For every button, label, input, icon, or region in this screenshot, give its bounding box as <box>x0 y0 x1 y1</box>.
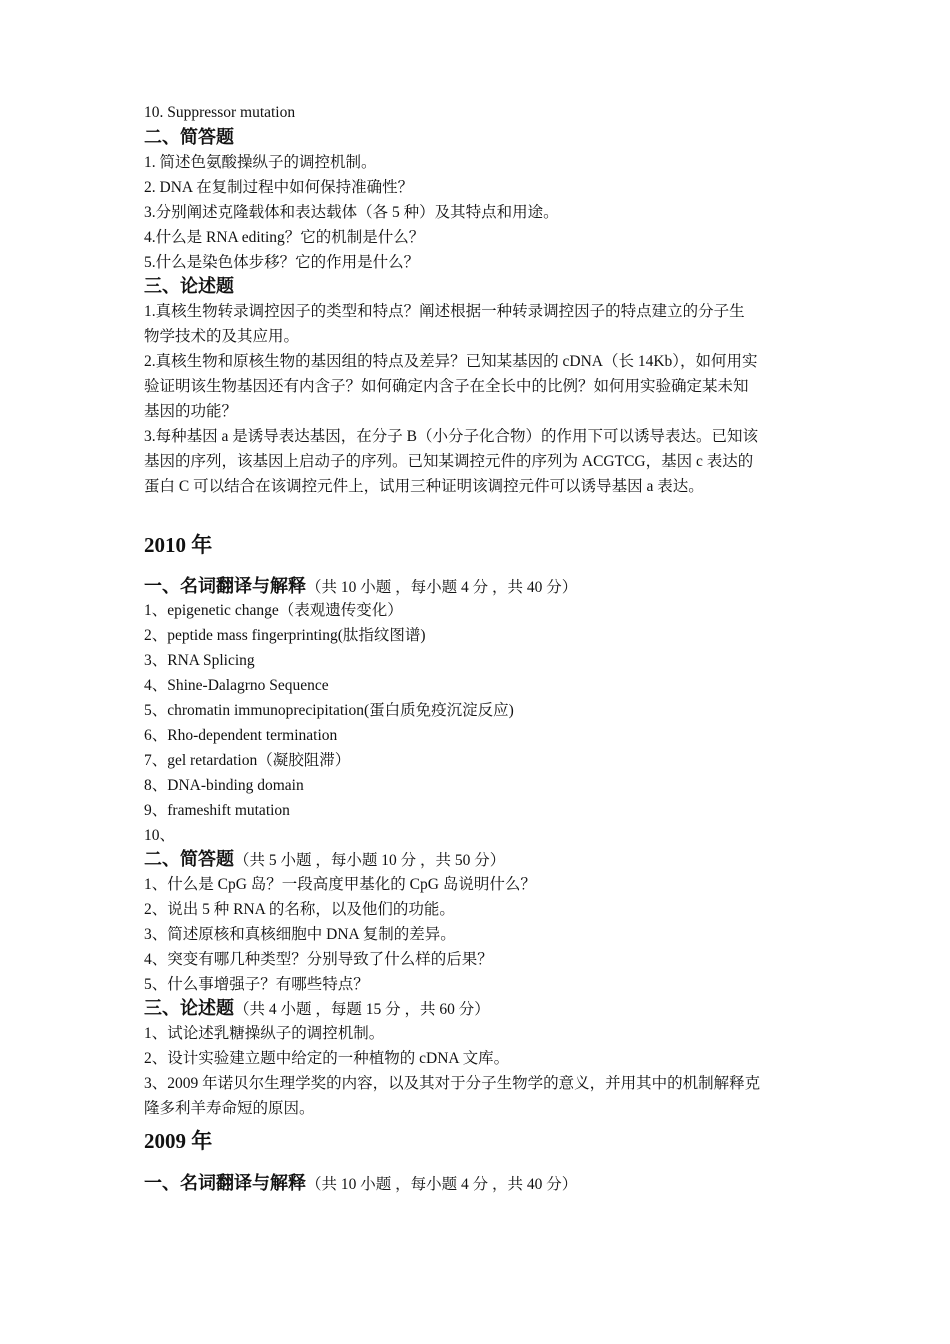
year-2010-heading: 2010 年 <box>144 533 213 557</box>
prev-essay-1-line-1: 1.真核生物转录调控因子的类型和特点？阐述根据一种转录调控因子的特点建立的分子生 <box>144 303 745 320</box>
y2010-essay-1: 1、试论述乳糖操纵子的调控机制。 <box>144 1025 385 1042</box>
y2010-essay-3-line-2: 隆多利羊寿命短的原因。 <box>144 1100 315 1117</box>
year-2009-heading: 2009 年 <box>144 1129 213 1153</box>
prev-essay-2-line-2: 验证明该生物基因还有内含子？如何确定内含子在全长中的比例？如何用实验确定某未知 <box>144 378 749 395</box>
prev-short-answer-5: 5.什么是染色体步移？它的作用是什么？ <box>144 254 420 271</box>
y2010-term-5: 5、chromatin immunoprecipitation(蛋白质免疫沉淀反应) <box>144 702 514 719</box>
y2010-section-essay-title <box>144 997 814 1021</box>
prev-section-short-answer-title: 二、简答题 <box>144 127 234 147</box>
prev-essay-3-line-2: 基因的序列，该基因上启动子的序列。已知某调控元件的序列为 ACGTCG，基因 c 表达的 <box>144 453 754 470</box>
y2010-term-3: 3、RNA Splicing <box>144 652 255 669</box>
y2010-short-answer-5: 5、什么事增强子？有哪些特点？ <box>144 976 369 993</box>
y2010-term-6: 6、Rho-dependent termination <box>144 727 338 744</box>
y2010-section-short-answer-label: 二、简答题 <box>144 849 234 869</box>
y2010-short-answer-1: 1、什么是 CpG 岛？一段高度甲基化的 CpG 岛说明什么？ <box>144 876 536 893</box>
y2009-section-terms-title <box>144 1172 814 1196</box>
y2010-term-1: 1、epigenetic change（表观遗传变化） <box>144 602 403 619</box>
y2010-essay-2: 2、设计实验建立题中给定的一种植物的 cDNA 文库。 <box>144 1050 510 1067</box>
prev-short-answer-1: 1. 简述色氨酸操纵子的调控机制。 <box>144 154 377 171</box>
y2010-section-short-answer-title <box>144 848 814 872</box>
y2010-term-2: 2、peptide mass fingerprinting(肽指纹图谱) <box>144 627 426 644</box>
prev-section-essay-title: 三、论述题 <box>144 276 234 296</box>
prev-essay-2-line-3: 基因的功能？ <box>144 403 238 420</box>
y2010-short-answer-4: 4、突变有哪几种类型？分别导致了什么样的后果？ <box>144 951 493 968</box>
y2010-section-essay-label: 三、论述题 <box>144 998 234 1018</box>
y2010-essay-3-line-1: 3、2009 年诺贝尔生理学奖的内容，以及其对于分子生物学的意义，并用其中的机制解释克 <box>144 1075 761 1092</box>
y2010-section-short-answer-note: （共 5 小题 ，每小题 10 分 ，共 50 分） <box>234 852 506 869</box>
prev-short-answer-3: 3.分别阐述克隆载体和表达载体（各 5 种）及其特点和用途。 <box>144 204 559 221</box>
y2010-term-9: 9、frameshift mutation <box>144 802 290 819</box>
y2010-term-8: 8、DNA-binding domain <box>144 777 304 794</box>
y2010-section-terms-label: 一、名词翻译与解释 <box>144 576 306 596</box>
prev-short-answer-2: 2. DNA 在复制过程中如何保持准确性？ <box>144 179 414 196</box>
prev-essay-3-line-3: 蛋白 C 可以结合在该调控元件上，试用三种证明该调控元件可以诱导基因 a 表达。 <box>144 478 704 495</box>
y2010-short-answer-2: 2、说出 5 种 RNA 的名称，以及他们的功能。 <box>144 901 455 918</box>
prev-item-10: 10. Suppressor mutation <box>144 104 296 121</box>
y2010-term-4: 4、Shine-Dalagrno Sequence <box>144 677 329 694</box>
y2009-section-terms-note: （共 10 小题 ，每小题 4 分 ，共 40 分） <box>306 1176 578 1193</box>
prev-short-answer-4: 4.什么是 RNA editing？它的机制是什么？ <box>144 229 425 246</box>
y2010-term-7: 7、gel retardation（凝胶阻滞） <box>144 752 351 769</box>
y2009-section-terms-label: 一、名词翻译与解释 <box>144 1173 306 1193</box>
y2010-section-essay-note: （共 4 小题 ，每题 15 分 ，共 60 分） <box>234 1001 490 1018</box>
y2010-section-terms-title <box>144 575 814 599</box>
y2010-short-answer-3: 3、简述原核和真核细胞中 DNA 复制的差异。 <box>144 926 456 943</box>
y2010-term-10: 10、 <box>144 827 176 844</box>
y2010-section-terms-note: （共 10 小题 ，每小题 4 分 ，共 40 分） <box>306 579 578 596</box>
prev-essay-1-line-2: 物学技术的及其应用。 <box>144 328 300 345</box>
prev-essay-3-line-1: 3.每种基因 a 是诱导表达基因，在分子 B（小分子化合物）的作用下可以诱导表达。已知该 <box>144 428 758 445</box>
prev-essay-2-line-1: 2.真核生物和原核生物的基因组的特点及差异？已知某基因的 cDNA（长 14Kb），如何用实 <box>144 353 758 370</box>
